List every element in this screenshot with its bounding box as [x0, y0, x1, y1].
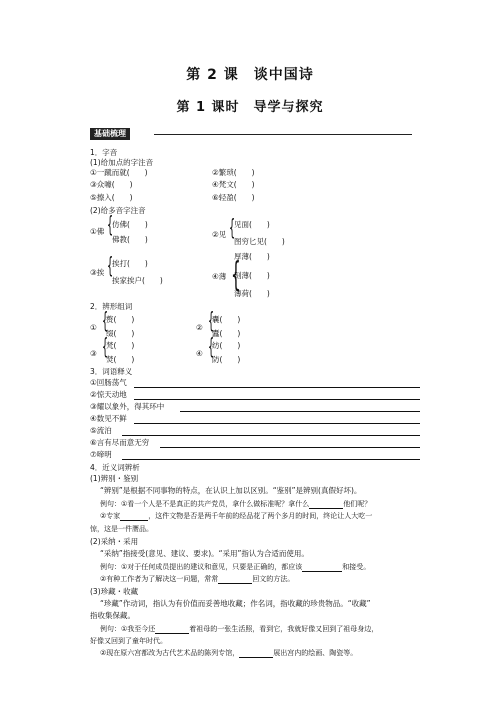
q1-heading: 1．字音	[90, 148, 118, 157]
example-sentence: 好像又回到了童年时代。	[90, 637, 167, 645]
q1-item: ②繁琐( )	[212, 168, 255, 177]
example-sentence: ②有种工作者为了解决这一问题，常常 回文的方法。	[100, 575, 295, 583]
example-sentence: ②专家 ，这件文物是否是两千年前的经品花了两个多月的时间，终论让人大吃一	[100, 512, 373, 520]
term-item: ⑦啼明	[90, 450, 112, 459]
section-divider	[154, 134, 412, 135]
fill-blank	[120, 512, 148, 521]
section-header	[90, 128, 412, 140]
pair-head: (3)珍藏・收藏	[90, 587, 139, 596]
term-item: ⑥言有尽而意无穷	[90, 438, 150, 447]
char-item: 缀( )	[106, 329, 135, 338]
polyphone-item: 挨打( )	[112, 259, 148, 268]
polyphone-num: ④薄	[212, 272, 227, 281]
term-item: ④数见不鲜	[90, 414, 127, 423]
pair-text: 指收集保藏。	[90, 611, 135, 620]
lesson-subtitle: 第 1 课时 导学与探究	[176, 100, 324, 115]
brace-icon: {	[207, 335, 215, 360]
polyphone-item: 厚薄( )	[234, 252, 270, 261]
pair-text: “采纳”指接受(意见、建议、要求)。“采用”指认为合适而使用。	[100, 549, 309, 558]
example-sentence: 例句：①我至今还 着祖母的一张生活照，看到它，我就好像又回到了祖母身边，	[100, 625, 379, 633]
char-item: 囊( )	[212, 315, 241, 324]
char-item: 蠹( )	[212, 329, 241, 338]
group-num: ③	[90, 349, 97, 358]
group-num: ②	[196, 323, 203, 332]
brace-icon: {	[101, 335, 109, 360]
q4-heading: 4．近义词辨析	[90, 463, 140, 472]
char-item: 焚( )	[106, 355, 135, 364]
polyphone-item: 仿佛( )	[112, 220, 148, 229]
group-num: ④	[196, 349, 203, 358]
polyphone-item: 薄荷( )	[234, 289, 270, 298]
polyphone-item: 刻薄( )	[234, 271, 270, 280]
answer-line	[160, 447, 420, 448]
pair-head: (1)辨别・鉴别	[90, 474, 139, 483]
fill-blank	[155, 625, 189, 634]
example-sentence: 惊，这是一件赝品。	[90, 525, 153, 533]
term-item: ①回肠荡气	[90, 378, 127, 387]
section-tag: 基础梳理	[90, 128, 130, 140]
q1-sub2: (2)给多音字注音	[90, 206, 146, 215]
pair-head: (2)采纳・采用	[90, 537, 139, 546]
polyphone-num: ②见	[212, 230, 227, 239]
q1-item: ①一蹴而就( )	[90, 168, 148, 177]
brace-icon: {	[207, 309, 215, 334]
term-item: ⑤流泊	[90, 426, 112, 435]
q2-heading: 2．辨形组词	[90, 302, 133, 311]
answer-line	[134, 399, 420, 400]
fill-blank	[302, 563, 342, 572]
polyphone-item: 图穷匕见( )	[234, 237, 285, 246]
char-item: 纺( )	[212, 341, 241, 350]
polyphone-item: 见面( )	[234, 220, 270, 229]
q1-item: ⑥轻盈( )	[212, 193, 255, 202]
fill-blank	[239, 649, 273, 658]
group-num: ①	[90, 323, 97, 332]
answer-line	[134, 387, 420, 388]
answer-line	[122, 435, 420, 436]
char-item: 梵( )	[106, 341, 135, 350]
q3-heading: 3．词语释义	[90, 367, 133, 376]
example-sentence: ②现在原六宫都改为古代艺术品的陈列专馆， 展出宫内的绘画、陶瓷等。	[100, 649, 358, 657]
answer-line	[180, 411, 420, 412]
fill-blank	[309, 500, 343, 509]
lesson-title: 第 2 课 谈中国诗	[186, 67, 314, 83]
brace-icon: {	[230, 255, 241, 295]
brace-icon: {	[106, 213, 114, 238]
q1-item: ⑤擦入( )	[90, 193, 133, 202]
fill-blank	[218, 575, 252, 584]
q1-item: ③众噱( )	[90, 180, 133, 189]
brace-icon: {	[228, 216, 236, 241]
polyphone-num: ①佛	[90, 227, 105, 236]
q1-sub1: (1)给加点的字注音	[90, 158, 154, 167]
polyphone-num: ③挨	[90, 268, 105, 277]
example-sentence: 例句：①对于任何成员提出的建议和意见，只要是正确的，都应该 和接受。	[100, 563, 371, 571]
q1-item: ④梵文( )	[212, 180, 255, 189]
polyphone-item: 佛教( )	[112, 235, 148, 244]
brace-icon: {	[106, 254, 114, 279]
term-item: ②惊天动地	[90, 390, 127, 399]
example-sentence: 例句：①看一个人是不是真正的共产党员，拿什么做标准呢？拿什么 他们呢？	[100, 500, 372, 508]
char-item: 赘( )	[106, 315, 135, 324]
term-item: ③耀以象外，得其环中	[90, 402, 165, 411]
pair-text: “辨别”是根据不同事物的特点，在认识上加以区别。“鉴别”是辨别(真假好坏)。	[100, 486, 362, 495]
char-item: 防( )	[212, 355, 241, 364]
brace-icon: {	[101, 309, 109, 334]
polyphone-item: 挨家挨户( )	[112, 276, 163, 285]
answer-line	[134, 423, 420, 424]
pair-text: “珍藏”作动词，指认为有价值而妥善地收藏；作名词，指收藏的珍贵物品。“收藏”	[100, 599, 371, 608]
answer-line	[122, 459, 420, 460]
